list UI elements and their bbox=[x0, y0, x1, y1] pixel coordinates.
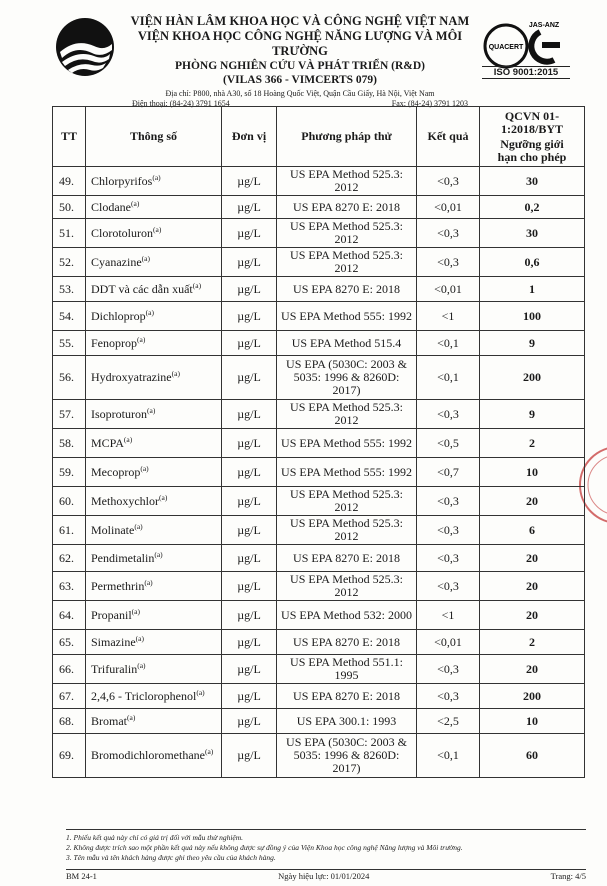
unit: µg/L bbox=[222, 400, 277, 429]
address: Địa chỉ: P800, nhà A30, số 18 Hoàng Quốc Việt, Quận Cầu Giấy, Hà Nội, Việt Nam bbox=[165, 89, 435, 98]
row-number: 69. bbox=[53, 734, 86, 778]
param-name-text: Clorotoluron bbox=[91, 225, 153, 240]
limit-value: 30 bbox=[480, 219, 585, 248]
limit-value: 200 bbox=[480, 356, 585, 400]
param-name bbox=[86, 167, 222, 196]
result-value: <0,3 bbox=[417, 516, 480, 545]
result-value: <0,3 bbox=[417, 167, 480, 196]
notes bbox=[66, 829, 586, 863]
limit-value: 0,2 bbox=[480, 196, 585, 219]
param-name bbox=[86, 709, 222, 734]
unit: µg/L bbox=[222, 219, 277, 248]
institute-logo-icon bbox=[54, 16, 116, 78]
result-value: <2,5 bbox=[417, 709, 480, 734]
param-name bbox=[86, 302, 222, 331]
param-note-mark: (a) bbox=[192, 280, 202, 290]
param-name bbox=[86, 277, 222, 302]
institute-name: VIỆN KHOA HỌC CÔNG NGHỆ NĂNG LƯỢNG VÀ MÔI TRƯỜNG bbox=[137, 29, 463, 58]
limit-value: 9 bbox=[480, 400, 585, 429]
param-name-text: Pendimetalin bbox=[91, 550, 155, 565]
note-2: 2. Không được trích sao một phần kết quả này nếu không được sự đồng ý của Viện Khoa học công nghệ Năng lượng và Môi trường. bbox=[66, 843, 463, 852]
param-note-mark: (a) bbox=[154, 549, 163, 559]
row-number: 49. bbox=[53, 167, 86, 196]
param-note-mark: (a) bbox=[141, 253, 150, 263]
row-number: 51. bbox=[53, 219, 86, 248]
row-number: 61. bbox=[53, 516, 86, 545]
param-name bbox=[86, 429, 222, 458]
param-name-text: MCPA bbox=[91, 435, 124, 450]
table-row bbox=[53, 630, 585, 655]
row-number: 65. bbox=[53, 630, 86, 655]
param-note-mark: (a) bbox=[137, 660, 146, 670]
result-value: <1 bbox=[417, 601, 480, 630]
result-value: <0,01 bbox=[417, 630, 480, 655]
unit: µg/L bbox=[222, 277, 277, 302]
param-name bbox=[86, 458, 222, 487]
row-number: 52. bbox=[53, 248, 86, 277]
result-value: <1 bbox=[417, 302, 480, 331]
table-row bbox=[53, 487, 585, 516]
table-row bbox=[53, 572, 585, 601]
result-value: <0,7 bbox=[417, 458, 480, 487]
test-method: US EPA Method 555: 1992 bbox=[277, 458, 417, 487]
table-row bbox=[53, 601, 585, 630]
param-name bbox=[86, 630, 222, 655]
param-note-mark: (a) bbox=[131, 198, 140, 208]
test-method: US EPA Method 525.3: 2012 bbox=[277, 400, 417, 429]
test-method: US EPA 300.1: 1993 bbox=[277, 709, 417, 734]
table-row bbox=[53, 167, 585, 196]
unit: µg/L bbox=[222, 356, 277, 400]
row-number: 56. bbox=[53, 356, 86, 400]
row-number: 64. bbox=[53, 601, 86, 630]
param-note-mark: (a) bbox=[204, 747, 214, 756]
table-row bbox=[53, 196, 585, 219]
row-number: 63. bbox=[53, 572, 86, 601]
col-header-result: Kết quả bbox=[417, 107, 480, 167]
result-value: <0,1 bbox=[417, 331, 480, 356]
limit-value: 2 bbox=[480, 630, 585, 655]
row-number: 66. bbox=[53, 655, 86, 684]
unit: µg/L bbox=[222, 196, 277, 219]
unit: µg/L bbox=[222, 734, 277, 778]
result-value: <0,01 bbox=[417, 277, 480, 302]
row-number: 55. bbox=[53, 331, 86, 356]
row-number: 53. bbox=[53, 277, 86, 302]
table-row bbox=[53, 219, 585, 248]
col-header-tt: TT bbox=[53, 107, 86, 167]
row-number: 54. bbox=[53, 302, 86, 331]
test-method: US EPA Method 525.3: 2012 bbox=[277, 516, 417, 545]
limit-value: 20 bbox=[480, 655, 585, 684]
phone: Điện thoại: (84-24) 3791 1654 bbox=[132, 99, 230, 108]
test-method: US EPA Method 532: 2000 bbox=[277, 601, 417, 630]
test-method: US EPA Method 551.1: 1995 bbox=[277, 655, 417, 684]
param-note-mark: (a) bbox=[140, 463, 149, 473]
param-name-text: Molinate bbox=[91, 522, 135, 537]
result-value: <0,01 bbox=[417, 196, 480, 219]
test-method: US EPA Method 525.3: 2012 bbox=[277, 572, 417, 601]
note-1: 1. Phiếu kết quả này chỉ có giá trị đối với mẫu thử nghiệm. bbox=[66, 833, 244, 842]
param-name-text: Bromodichloromethane bbox=[91, 748, 205, 762]
param-note-mark: (a) bbox=[153, 224, 162, 234]
row-number: 68. bbox=[53, 709, 86, 734]
result-value: <0,5 bbox=[417, 429, 480, 458]
form-code: BM 24-1 bbox=[66, 871, 97, 881]
unit: µg/L bbox=[222, 302, 277, 331]
param-name-text: Trifuralin bbox=[91, 661, 138, 676]
row-number: 60. bbox=[53, 487, 86, 516]
col-header-param: Thông số bbox=[86, 107, 222, 167]
test-method: US EPA (5030C: 2003 & 5035: 1996 & 8260D: 2017) bbox=[277, 734, 417, 778]
page-footer bbox=[66, 869, 586, 881]
param-name bbox=[86, 516, 222, 545]
param-note-mark: (a) bbox=[159, 492, 168, 502]
row-number: 67. bbox=[53, 684, 86, 709]
test-method: US EPA Method 525.3: 2012 bbox=[277, 248, 417, 277]
table-row bbox=[53, 429, 585, 458]
param-note-mark: (a) bbox=[144, 577, 153, 587]
test-method: US EPA Method 555: 1992 bbox=[277, 429, 417, 458]
table-row bbox=[53, 734, 585, 778]
param-name bbox=[86, 545, 222, 572]
param-name-text: Propanil bbox=[91, 607, 132, 622]
test-method: US EPA 8270 E: 2018 bbox=[277, 277, 417, 302]
limit-standard: QCVN 01-1:2018/BYT bbox=[500, 108, 563, 136]
limit-value: 20 bbox=[480, 545, 585, 572]
result-value: <0,1 bbox=[417, 356, 480, 400]
param-name-text: Simazine bbox=[91, 634, 136, 649]
test-method: US EPA Method 525.3: 2012 bbox=[277, 487, 417, 516]
unit: µg/L bbox=[222, 429, 277, 458]
institute-academy: VIỆN HÀN LÂM KHOA HỌC VÀ CÔNG NGHỆ VIỆT NAM bbox=[130, 14, 470, 28]
test-method: US EPA (5030C: 2003 & 5035: 1996 & 8260D: 2017) bbox=[277, 356, 417, 400]
param-note-mark: (a) bbox=[131, 606, 140, 616]
param-name-text: Bromat bbox=[91, 713, 127, 728]
limit-value: 20 bbox=[480, 487, 585, 516]
param-note-mark: (a) bbox=[127, 712, 136, 722]
row-number: 58. bbox=[53, 429, 86, 458]
table-row bbox=[53, 458, 585, 487]
param-name bbox=[86, 655, 222, 684]
results-table bbox=[52, 106, 585, 778]
limit-value: 1 bbox=[480, 277, 585, 302]
row-number: 50. bbox=[53, 196, 86, 219]
param-note-mark: (a) bbox=[152, 172, 161, 182]
test-method: US EPA 8270 E: 2018 bbox=[277, 630, 417, 655]
test-method: US EPA Method 525.3: 2012 bbox=[277, 219, 417, 248]
fax: Fax: (84-24) 3791 1203 bbox=[391, 99, 468, 108]
param-note-mark: (a) bbox=[171, 369, 180, 378]
unit: µg/L bbox=[222, 487, 277, 516]
row-number: 57. bbox=[53, 400, 86, 429]
param-name bbox=[86, 219, 222, 248]
param-name-text: Chlorpyrifos bbox=[91, 173, 153, 188]
table-row bbox=[53, 684, 585, 709]
col-header-unit: Đơn vị bbox=[222, 107, 277, 167]
limit-value: 100 bbox=[480, 302, 585, 331]
unit: µg/L bbox=[222, 458, 277, 487]
iso-badge: ISO 9001:2015 bbox=[482, 66, 570, 79]
param-name bbox=[86, 248, 222, 277]
param-name-text: Mecoprop bbox=[91, 464, 141, 479]
limit-value: 60 bbox=[480, 734, 585, 778]
param-name bbox=[86, 572, 222, 601]
param-name-text: Permethrin bbox=[91, 578, 145, 593]
test-method: US EPA Method 515.4 bbox=[277, 331, 417, 356]
result-value: <0,1 bbox=[417, 734, 480, 778]
param-name bbox=[86, 356, 222, 400]
department-name: PHÒNG NGHIÊN CỨU VÀ PHÁT TRIỂN (R&D) bbox=[174, 60, 426, 72]
param-name-text: Clodane bbox=[91, 199, 131, 214]
result-value: <0,3 bbox=[417, 400, 480, 429]
table-row bbox=[53, 655, 585, 684]
limit-value: 9 bbox=[480, 331, 585, 356]
param-name-text: 2,4,6 - Triclorophenol bbox=[91, 688, 197, 703]
param-note-mark: (a) bbox=[147, 405, 156, 415]
accreditation-codes: (VILAS 366 - VIMCERTS 079) bbox=[222, 74, 377, 86]
document-header bbox=[0, 0, 607, 108]
param-name-text: Dichloprop bbox=[91, 308, 146, 323]
result-value: <0,3 bbox=[417, 655, 480, 684]
result-value: <0,3 bbox=[417, 248, 480, 277]
page-number: Trang: 4/5 bbox=[550, 871, 586, 881]
param-name-text: DDT và các dẫn xuất bbox=[91, 281, 193, 296]
quacert-label: QUACERT bbox=[488, 44, 524, 51]
result-value: <0,3 bbox=[417, 545, 480, 572]
test-method: US EPA Method 555: 1992 bbox=[277, 302, 417, 331]
limit-value: 20 bbox=[480, 572, 585, 601]
param-name bbox=[86, 400, 222, 429]
param-note-mark: (a) bbox=[135, 633, 144, 643]
param-note-mark: (a) bbox=[196, 687, 205, 697]
result-value: <0,3 bbox=[417, 684, 480, 709]
unit: µg/L bbox=[222, 572, 277, 601]
param-name bbox=[86, 196, 222, 219]
test-method: US EPA Method 525.3: 2012 bbox=[277, 167, 417, 196]
unit: µg/L bbox=[222, 684, 277, 709]
jas-anz-label: JAS-ANZ bbox=[528, 22, 560, 29]
table-row bbox=[53, 709, 585, 734]
param-name-text: Isoproturon bbox=[91, 406, 147, 421]
table-header-row bbox=[53, 107, 585, 167]
param-note-mark: (a) bbox=[134, 521, 143, 531]
limit-value: 10 bbox=[480, 709, 585, 734]
table-row bbox=[53, 277, 585, 302]
param-name-text: Hydroxyatrazine bbox=[91, 370, 172, 384]
unit: µg/L bbox=[222, 630, 277, 655]
result-value: <0,3 bbox=[417, 572, 480, 601]
unit: µg/L bbox=[222, 655, 277, 684]
limit-value: 10 bbox=[480, 458, 585, 487]
limit-value: 0,6 bbox=[480, 248, 585, 277]
table-row bbox=[53, 302, 585, 331]
param-name-text: Cyanazine bbox=[91, 254, 142, 269]
limit-subtitle: Ngưỡng giới hạn cho phép bbox=[497, 136, 567, 164]
result-value: <0,3 bbox=[417, 219, 480, 248]
param-name bbox=[86, 601, 222, 630]
param-name bbox=[86, 684, 222, 709]
param-name bbox=[86, 734, 222, 778]
unit: µg/L bbox=[222, 248, 277, 277]
table-row bbox=[53, 545, 585, 572]
limit-value: 30 bbox=[480, 167, 585, 196]
param-name-text: Fenoprop bbox=[91, 335, 137, 350]
unit: µg/L bbox=[222, 331, 277, 356]
limit-value: 200 bbox=[480, 684, 585, 709]
row-number: 62. bbox=[53, 545, 86, 572]
col-header-limit bbox=[480, 107, 585, 167]
param-name bbox=[86, 331, 222, 356]
param-note-mark: (a) bbox=[145, 307, 154, 317]
param-name-text: Methoxychlor bbox=[91, 493, 159, 508]
note-3: 3. Tên mẫu và tên khách hàng được ghi theo yêu cầu của khách hàng. bbox=[66, 853, 276, 862]
unit: µg/L bbox=[222, 601, 277, 630]
param-name bbox=[86, 487, 222, 516]
table-row bbox=[53, 356, 585, 400]
test-method: US EPA 8270 E: 2018 bbox=[277, 545, 417, 572]
table-row bbox=[53, 400, 585, 429]
unit: µg/L bbox=[222, 516, 277, 545]
col-header-method: Phương pháp thử bbox=[277, 107, 417, 167]
limit-value: 20 bbox=[480, 601, 585, 630]
result-value: <0,3 bbox=[417, 487, 480, 516]
param-note-mark: (a) bbox=[137, 334, 146, 344]
limit-value: 6 bbox=[480, 516, 585, 545]
row-number: 59. bbox=[53, 458, 86, 487]
limit-value: 2 bbox=[480, 429, 585, 458]
unit: µg/L bbox=[222, 167, 277, 196]
param-note-mark: (a) bbox=[123, 434, 133, 444]
table-row bbox=[53, 516, 585, 545]
unit: µg/L bbox=[222, 545, 277, 572]
table-row bbox=[53, 248, 585, 277]
test-method: US EPA 8270 E: 2018 bbox=[277, 196, 417, 219]
table-row bbox=[53, 331, 585, 356]
effective-date: Ngày hiệu lực: 01/01/2024 bbox=[278, 871, 370, 881]
test-method: US EPA 8270 E: 2018 bbox=[277, 684, 417, 709]
unit: µg/L bbox=[222, 709, 277, 734]
